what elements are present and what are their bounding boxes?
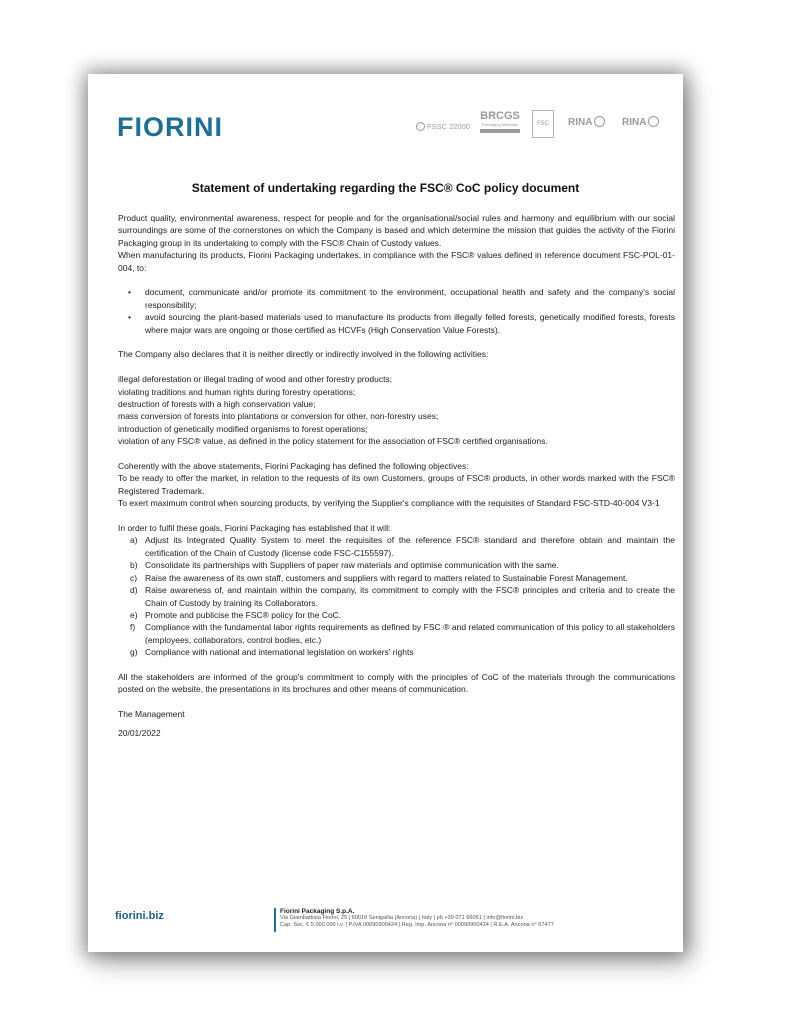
list-item xyxy=(118,609,675,621)
list-item xyxy=(118,572,675,584)
signature: The Management xyxy=(118,709,185,720)
activity-line: illegal deforestation or illegal trading of wood and other forestry products; xyxy=(118,374,393,385)
objective-text: To be ready to offer the market, in relation to the requests of its own Customers, groups of FSC® products, in other words marked with the FSC® Registered Trademark. xyxy=(118,473,675,496)
intro-paragraph: Product quality, environmental awareness, respect for people and for the organisational/social rules and harmony and equilibrium with our social surroundings are some of the cornerstones on which the Company is based and which determine the mission that guides the activity of the Fiorini Packaging group in its undertaking to comply with the FSC® Chain of Custody values. xyxy=(118,213,675,248)
objectives-intro: Coherently with the above statements, Fiorini Packaging has defined the following objectives: xyxy=(118,461,469,472)
footer-divider xyxy=(274,908,276,932)
activity-line: introduction of genetically modified organisms to forest operations; xyxy=(118,423,368,434)
brcs-bar xyxy=(480,129,520,133)
list-item-label: f) xyxy=(130,622,136,633)
goals-list xyxy=(118,534,675,658)
activity-line: destruction of forests with a high conservation value; xyxy=(118,399,316,410)
list-item-text: Raise awareness of, and maintain within the company, its commitment to comply with the FSC® principles and criteria and to create the Chain of Custody by training its Collaborators. xyxy=(145,585,675,608)
list-item-text: Adjust its Integrated Quality System to meet the requisites of the reference FSC® standard and therefore obtain and maintain the certification of the Chain of Custody (license code FSC-C155597). xyxy=(145,535,675,558)
list-item-text: Promote and publicise the FSC® policy for the CoC. xyxy=(145,609,342,620)
list-item xyxy=(118,311,675,336)
fssc-ring-icon xyxy=(416,122,425,131)
brcs-logo xyxy=(480,110,520,133)
brcs-sub-label: Packaging Materials xyxy=(481,122,519,127)
footer-company-info xyxy=(280,908,680,930)
footer-address: Via Giambattista Fiorini, 25 | 60019 Senigallia (Ancona) | Italy | ph +39 071 66061 | info@fiorini.biz xyxy=(280,915,524,922)
list-item-label: g) xyxy=(130,647,138,658)
brcs-label: BRCGS xyxy=(480,110,520,122)
fssc-label: FSSC 22000 xyxy=(427,122,470,131)
footer-company-name: Fiorini Packaging S.p.A. xyxy=(280,908,355,915)
rina-logo-1 xyxy=(568,116,605,128)
activity-line: violation of any FSC® value, as defined in the policy statement for the association of FSC® certified organisations. xyxy=(118,436,548,447)
rina-label-2: RINA xyxy=(622,117,647,128)
document-body xyxy=(118,212,675,739)
list-item-text: avoid sourcing the plant-based materials used to manufacture its products from illegally felled forests, genetically modified forests, forests where major wars are ongoing or those certified as HCVFs (High Conservation Value Forests). xyxy=(145,312,675,335)
closing-paragraph: All the stakeholders are informed of the group's commitment to comply with the principles of CoC of the materials through the communications posted on the website, the presentations in its brochures and other means of communication. xyxy=(118,671,675,695)
declaration-text: The Company also declares that it is neither directly or indirectly involved in the following activities: xyxy=(118,349,489,360)
list-item-text: document, communicate and/or promote its commitment to the environment, occupational health and safety and the company's social responsibility; xyxy=(145,287,675,310)
rina-label-1: RINA xyxy=(568,117,593,128)
certification-logos xyxy=(416,110,670,140)
list-item-label: e) xyxy=(130,609,138,620)
activity-line: mass conversion of forests into plantations or conversion for other, non-forestry uses; xyxy=(118,411,439,422)
fsc-logo: FSC xyxy=(532,110,554,138)
commitment-list xyxy=(118,286,675,336)
rina-seal-icon xyxy=(648,116,659,127)
list-item-label: d) xyxy=(130,585,138,596)
footer-registry: Cap. Soc. € 5.000.000 i.v. | P.IVA 00090900424 | Reg. Imp. Ancona n° 00090900424 | R.E.A. Ancona n° 67477 xyxy=(280,922,554,929)
list-item xyxy=(118,286,675,311)
goals-intro: In order to fulfil these goals, Fiorini Packaging has established that it will: xyxy=(118,523,392,534)
rina-seal-icon xyxy=(594,116,605,127)
document-page xyxy=(88,74,683,952)
list-item-text: Consolidate its partnerships with Suppliers of paper raw materials and optimise communication with the same. xyxy=(145,560,559,571)
date: 20/01/2022 xyxy=(118,727,161,738)
list-item-label: c) xyxy=(130,572,138,583)
bullet-icon: • xyxy=(128,312,131,323)
intro-paragraph: When manufacturing its products, Fiorini Packaging undertakes, in compliance with the FSC® values defined in reference document FSC-POL-01-004, to: xyxy=(118,250,675,273)
list-item xyxy=(118,559,675,571)
objective-text: To exert maximum control when sourcing products, by verifying the Supplier's compliance with the requisites of Standard FSC-STD-40-004 V3-1 xyxy=(118,498,660,509)
activity-line: violating traditions and human rights during forestry operations; xyxy=(118,386,356,397)
list-item-text: Compliance with the fundamental labor rights requirements as defined by FSC ® and related communication of this policy to all stakeholders (employees, collaborators, control bodies, etc.) xyxy=(145,622,675,645)
list-item-label: a) xyxy=(130,535,138,546)
bullet-icon: • xyxy=(128,287,131,298)
rina-logo-2 xyxy=(622,116,659,128)
list-item xyxy=(118,534,675,559)
list-item-label: b) xyxy=(130,560,138,571)
list-item-text: Compliance with national and international legislation on workers' rights xyxy=(145,647,414,658)
list-item xyxy=(118,584,675,609)
list-item-text: Raise the awareness of its own staff, customers and suppliers with regard to matters related to Sustainable Forest Management. xyxy=(145,572,628,583)
footer-website: fiorini.biz xyxy=(115,910,164,922)
fssc-logo xyxy=(416,122,470,131)
list-item xyxy=(118,646,675,658)
list-item xyxy=(118,621,675,646)
fiorini-logo: FIORINI xyxy=(117,112,223,142)
document-title: Statement of undertaking regarding the FSC® CoC policy document xyxy=(191,181,580,195)
